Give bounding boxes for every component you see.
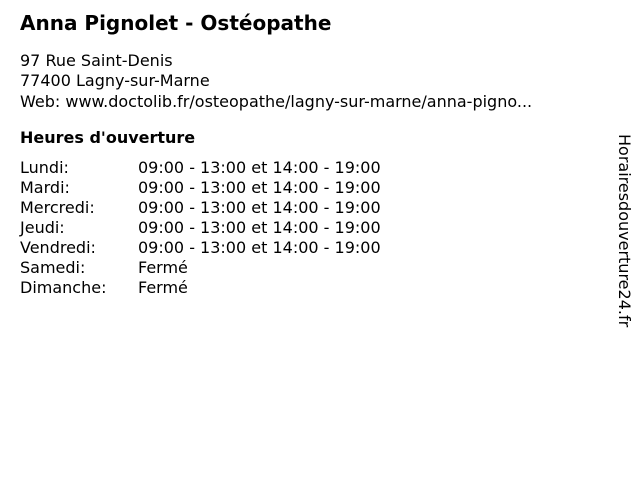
opening-hours-table bbox=[20, 158, 600, 298]
day-label: Jeudi: bbox=[20, 218, 65, 237]
day-hours: Fermé bbox=[138, 278, 188, 297]
day-hours: Fermé bbox=[138, 258, 188, 277]
day-hours: 09:00 - 13:00 et 14:00 - 19:00 bbox=[138, 158, 381, 177]
city-address: 77400 Lagny-sur-Marne bbox=[20, 71, 210, 90]
day-hours: 09:00 - 13:00 et 14:00 - 19:00 bbox=[138, 198, 381, 217]
opening-hours-heading: Heures d'ouverture bbox=[20, 128, 196, 147]
website-link[interactable]: Web: www.doctolib.fr/osteopathe/lagny-sur-marne/anna-pigno... bbox=[20, 92, 533, 111]
hours-row-mercredi bbox=[20, 198, 600, 218]
hours-row-vendredi bbox=[20, 238, 600, 258]
day-label: Samedi: bbox=[20, 258, 86, 277]
day-hours: 09:00 - 13:00 et 14:00 - 19:00 bbox=[138, 178, 381, 197]
business-card bbox=[20, 10, 600, 298]
day-hours: 09:00 - 13:00 et 14:00 - 19:00 bbox=[138, 238, 381, 257]
day-hours: 09:00 - 13:00 et 14:00 - 19:00 bbox=[138, 218, 381, 237]
hours-row-lundi bbox=[20, 158, 600, 178]
street-address: 97 Rue Saint-Denis bbox=[20, 51, 173, 70]
hours-row-dimanche bbox=[20, 278, 600, 298]
day-label: Mercredi: bbox=[20, 198, 95, 217]
day-label: Lundi: bbox=[20, 158, 69, 177]
day-label: Vendredi: bbox=[20, 238, 96, 257]
address-block bbox=[20, 51, 600, 113]
site-watermark-text: Horairesdouverture24.fr bbox=[615, 134, 634, 328]
day-label: Mardi: bbox=[20, 178, 70, 197]
business-name: Anna Pignolet - Ostéopathe bbox=[20, 11, 332, 35]
site-watermark bbox=[614, 134, 634, 344]
hours-row-jeudi bbox=[20, 218, 600, 238]
day-label: Dimanche: bbox=[20, 278, 107, 297]
hours-row-samedi bbox=[20, 258, 600, 278]
hours-row-mardi bbox=[20, 178, 600, 198]
